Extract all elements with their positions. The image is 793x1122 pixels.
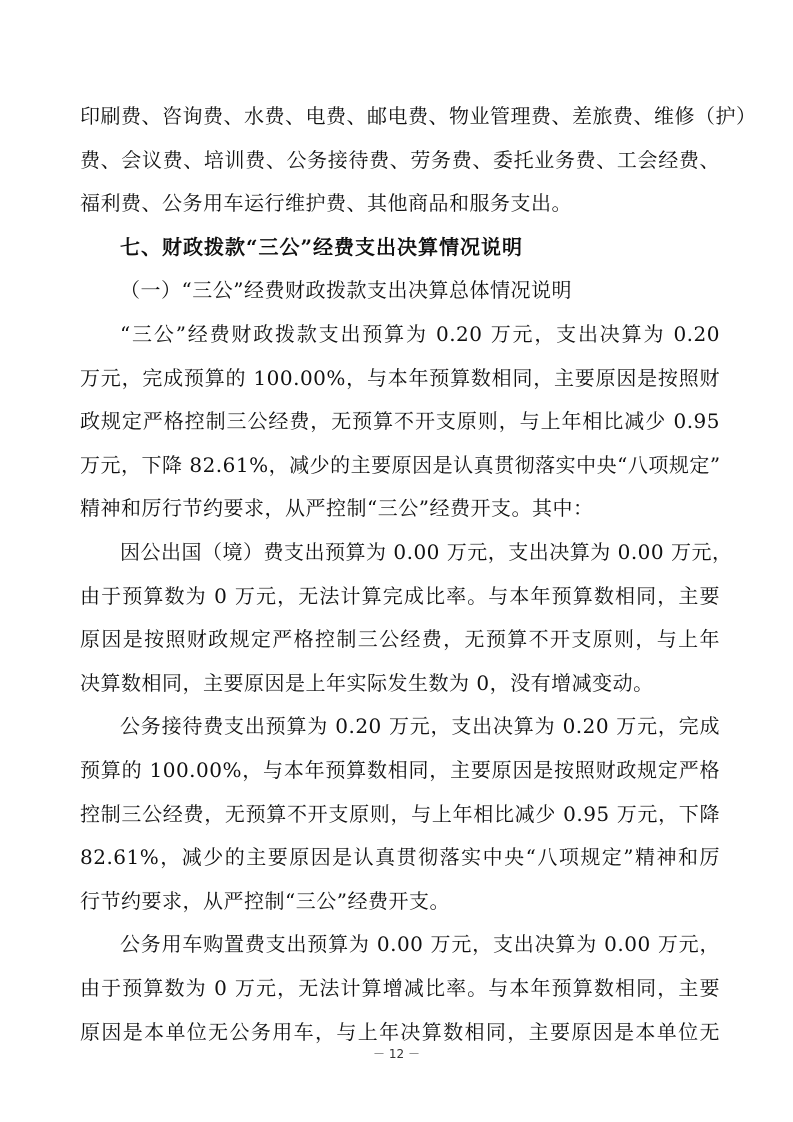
paragraph-line: 原因是本单位无公务用车，与上年决算数相同，主要原因是本单位无 (80, 1020, 720, 1044)
paragraph-line: 行节约要求，从严控制“三公”经费开支。 (80, 889, 450, 913)
paragraph-line: 万元，下降 82.61%，减少的主要原因是认真贯彻落实中央“八项规定” (80, 453, 721, 477)
paragraph-line: 82.61%，减少的主要原因是认真贯彻落实中央“八项规定”精神和厉 (80, 845, 720, 869)
page-number: － 12 － (373, 1047, 420, 1061)
paragraph-line: 公务接待费支出预算为 0.20 万元，支出决算为 0.20 万元，完成 (120, 714, 720, 738)
paragraph-line: 由于预算数为 0 万元，无法计算增减比率。与本年预算数相同，主要 (80, 976, 720, 1000)
paragraph-line: 万元，完成预算的 100.00%，与本年预算数相同，主要原因是按照财 (80, 366, 720, 390)
paragraph-line: 控制三公经费，无预算不开支原则，与上年相比减少 0.95 万元，下降 (80, 802, 720, 826)
paragraph-line: 印刷费、咨询费、水费、电费、邮电费、物业管理费、差旅费、维修（护） (80, 104, 757, 128)
paragraph-line: 政规定严格控制三公经费，无预算不开支原则，与上年相比减少 0.95 (80, 409, 720, 433)
paragraph-line: 由于预算数为 0 万元，无法计算完成比率。与本年预算数相同，主要 (80, 584, 720, 608)
paragraph-line: 预算的 100.00%，与本年预算数相同，主要原因是按照财政规定严格 (80, 758, 720, 782)
paragraph-line: “三公”经费财政拨款支出预算为 0.20 万元，支出决算为 0.20 (120, 322, 720, 346)
paragraph-line: 因公出国（境）费支出预算为 0.00 万元，支出决算为 0.00 万元， (120, 540, 733, 564)
paragraph-line: 决算数相同，主要原因是上年实际发生数为 0，没有增减变动。 (80, 671, 654, 695)
paragraph-line: 精神和厉行节约要求，从严控制“三公”经费开支。其中： (80, 496, 594, 520)
section-heading: 七、财政拨款“三公”经费支出决算情况说明 (120, 235, 524, 259)
subsection-heading: （一）“三公”经费财政拨款支出决算总体情况说明 (120, 278, 572, 302)
paragraph-line: 费、会议费、培训费、公务接待费、劳务费、委托业务费、工会经费、 (80, 148, 720, 172)
paragraph-line: 原因是按照财政规定严格控制三公经费，无预算不开支原则，与上年 (80, 627, 720, 651)
paragraph-line: 公务用车购置费支出预算为 0.00 万元，支出决算为 0.00 万元， (120, 932, 720, 956)
paragraph-line: 福利费、公务用车运行维护费、其他商品和服务支出。 (80, 191, 572, 215)
